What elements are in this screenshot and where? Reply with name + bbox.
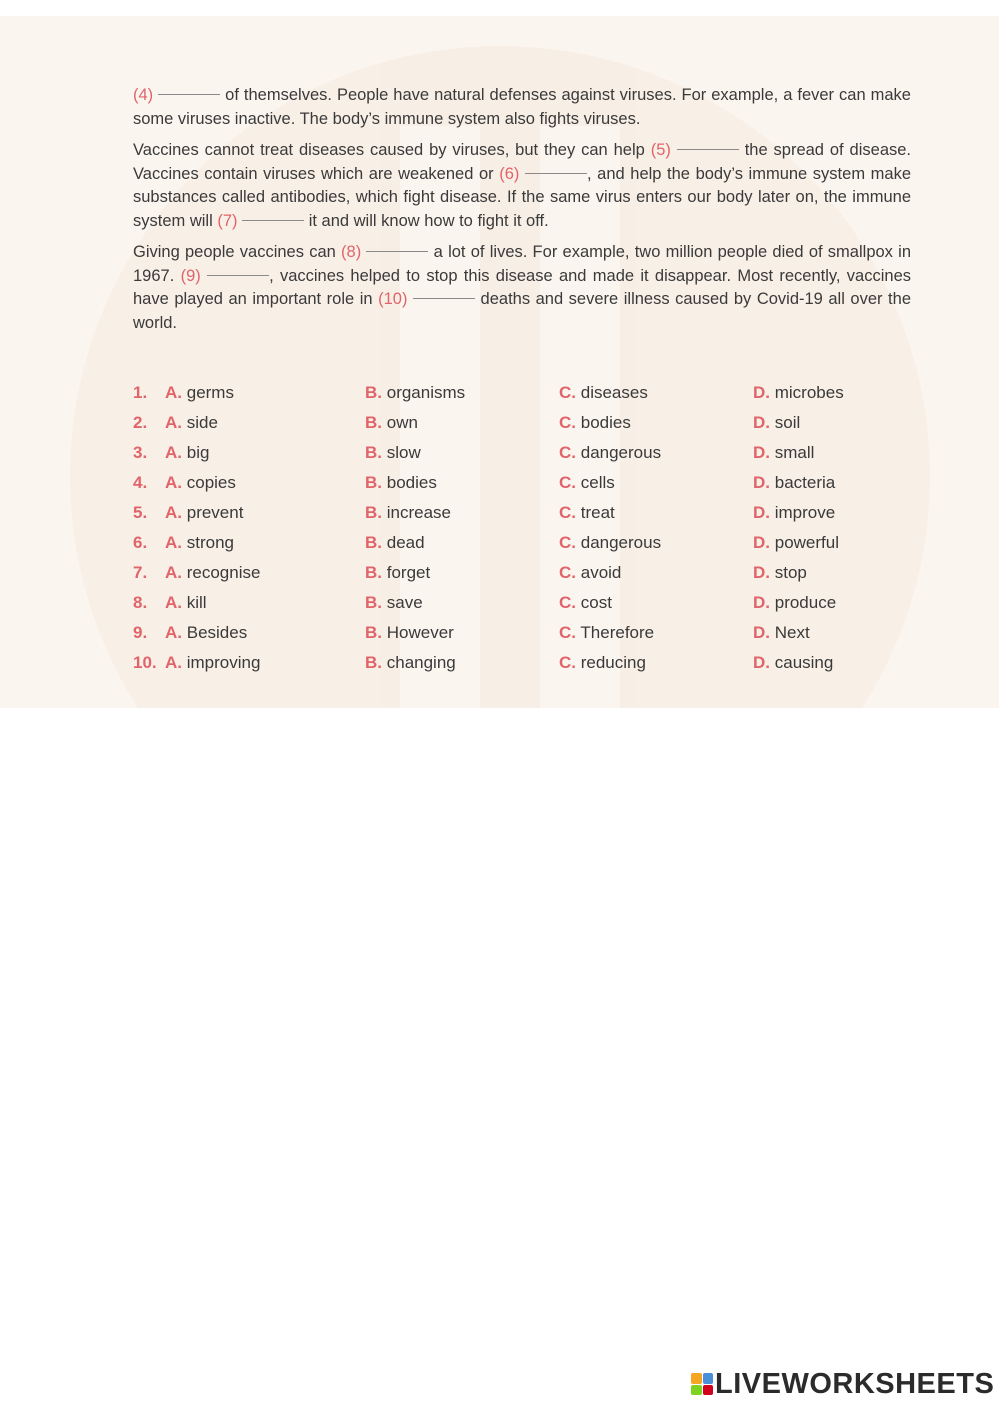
passage-paragraph-3 [133, 241, 911, 335]
option-letter: A. [165, 563, 182, 582]
option-word: cost [580, 593, 612, 612]
option-c[interactable] [559, 653, 646, 673]
option-letter: D. [753, 383, 770, 402]
option-word: save [386, 593, 423, 612]
option-letter: A. [165, 503, 182, 522]
passage-text [201, 267, 207, 285]
question-number: 10. [133, 653, 157, 672]
option-b[interactable] [365, 383, 465, 403]
passage-paragraph-2 [133, 139, 911, 233]
question-number: 2. [133, 413, 148, 432]
option-letter: D. [753, 593, 770, 612]
question-number: 9. [133, 623, 148, 642]
option-letter: B. [365, 413, 382, 432]
question-number: 5. [133, 503, 148, 522]
option-word: increase [386, 503, 451, 522]
option-letter: A. [165, 473, 182, 492]
option-word: kill [186, 593, 207, 612]
option-word: forget [386, 563, 431, 582]
option-b[interactable] [365, 473, 437, 493]
passage-text [361, 243, 366, 261]
option-a[interactable] [165, 413, 218, 433]
passage-text: it and will know how to fight it off. [304, 211, 549, 230]
option-a[interactable] [165, 473, 236, 493]
logo-tile [703, 1385, 714, 1396]
gap-number: (5) [650, 141, 671, 159]
question-row [133, 623, 893, 653]
question-number: 4. [133, 473, 148, 492]
passage-text: of themselves. People have natural defenses against viruses. For example, a fever can make some viruses inactive. The body’s immune system also fights viruses. [133, 86, 911, 128]
answer-blank[interactable] [413, 298, 475, 299]
question-number: 6. [133, 533, 148, 552]
option-word: prevent [186, 503, 244, 522]
passage-text: the spread of disease. Vaccines contain viruses which are weakened or [133, 141, 912, 183]
option-b[interactable] [365, 443, 421, 463]
passage-text: a lot of lives. For example, two million people died of smallpox in 1967. [133, 243, 911, 285]
option-b[interactable] [365, 413, 418, 433]
option-word: dangerous [580, 533, 662, 552]
option-letter: C. [559, 563, 576, 582]
option-a[interactable] [165, 503, 243, 523]
option-word: changing [386, 653, 456, 672]
option-word: microbes [774, 383, 844, 402]
option-a[interactable] [165, 563, 260, 583]
option-letter: A. [165, 383, 182, 402]
option-b[interactable] [365, 533, 425, 553]
passage-text [671, 141, 677, 159]
option-b[interactable] [365, 653, 456, 673]
option-letter: D. [753, 503, 770, 522]
logo-tile [691, 1373, 702, 1384]
option-letter: D. [753, 653, 770, 672]
option-c[interactable] [559, 563, 621, 583]
passage-text: , and help the body’s immune system make substances called antibodies, which fight disease. If the same virus enters our body later on, the immune system will [133, 164, 911, 230]
option-letter: A. [165, 533, 182, 552]
question-row [133, 563, 893, 593]
option-word: stop [774, 563, 807, 582]
answer-blank[interactable] [366, 251, 428, 252]
liveworksheets-logo [691, 1369, 994, 1399]
option-a[interactable] [165, 623, 247, 643]
option-letter: D. [753, 413, 770, 432]
option-word: improve [774, 503, 836, 522]
question-row [133, 413, 893, 443]
option-word: own [386, 413, 418, 432]
passage-text: Vaccines cannot treat diseases caused by viruses, but they can help [133, 141, 651, 159]
logo-text: LIVEWORKSHEETS [715, 1367, 995, 1400]
gap-number: (6) [499, 164, 520, 183]
option-word: organisms [386, 383, 466, 402]
passage-text [519, 165, 525, 183]
question-row [133, 443, 893, 473]
option-letter: A. [165, 653, 182, 672]
logo-tile [691, 1385, 702, 1396]
option-letter: D. [753, 563, 770, 582]
gap-number: (7) [217, 211, 238, 230]
option-letter: B. [365, 533, 382, 552]
question-row [133, 533, 893, 563]
passage-text: Giving people vaccines can [133, 243, 342, 261]
option-c[interactable] [559, 443, 661, 463]
question-number: 1. [133, 383, 148, 402]
option-word: recognise [186, 563, 261, 582]
question-row [133, 383, 893, 413]
option-b[interactable] [365, 563, 430, 583]
option-word: However [386, 623, 454, 642]
option-word: produce [774, 593, 837, 612]
option-letter: C. [559, 503, 576, 522]
passage-text [153, 86, 158, 104]
logo-tile [703, 1373, 714, 1384]
option-a[interactable] [165, 533, 234, 553]
option-a[interactable] [165, 653, 260, 673]
option-a[interactable] [165, 383, 234, 403]
option-word: germs [186, 383, 234, 402]
answer-blank[interactable] [525, 173, 587, 174]
option-letter: C. [559, 593, 576, 612]
answer-blank[interactable] [158, 94, 220, 95]
option-letter: C. [559, 533, 576, 552]
liveworksheets-logo-icon [691, 1373, 713, 1395]
option-d[interactable] [753, 653, 833, 673]
option-c[interactable] [559, 473, 615, 493]
passage-text: deaths and severe illness caused by Covid-19 all over the world. [133, 290, 911, 332]
option-word: copies [186, 473, 236, 492]
option-a[interactable] [165, 443, 209, 463]
question-row [133, 503, 893, 533]
option-b[interactable] [365, 503, 451, 523]
gap-number: (4) [133, 86, 154, 104]
passage-text [238, 212, 243, 230]
option-letter: B. [365, 653, 382, 672]
option-word: small [774, 443, 815, 462]
option-c[interactable] [559, 383, 648, 403]
option-d[interactable] [753, 443, 814, 463]
option-d[interactable] [753, 473, 835, 493]
passage-paragraph-1 [133, 84, 911, 131]
option-letter: C. [559, 413, 576, 432]
option-letter: C. [559, 623, 576, 642]
option-letter: C. [559, 653, 576, 672]
answer-options-list [133, 383, 893, 683]
option-letter: A. [165, 593, 182, 612]
option-word: Therefore [580, 623, 655, 642]
option-letter: B. [365, 503, 382, 522]
option-word: bodies [386, 473, 437, 492]
option-word: reducing [580, 653, 646, 672]
option-d[interactable] [753, 563, 807, 583]
option-b[interactable] [365, 623, 454, 643]
reading-passage [133, 84, 911, 343]
option-d[interactable] [753, 593, 836, 613]
question-row [133, 653, 893, 683]
option-letter: B. [365, 443, 382, 462]
option-letter: A. [165, 443, 182, 462]
option-a[interactable] [165, 593, 207, 613]
passage-text [407, 290, 413, 308]
option-c[interactable] [559, 503, 615, 523]
option-word: bacteria [774, 473, 836, 492]
option-word: diseases [580, 383, 648, 402]
answer-blank[interactable] [677, 149, 739, 150]
option-word: strong [186, 533, 234, 552]
question-row [133, 593, 893, 623]
option-d[interactable] [753, 503, 835, 523]
option-word: dangerous [580, 443, 662, 462]
option-c[interactable] [559, 533, 661, 553]
option-letter: B. [365, 623, 382, 642]
answer-blank[interactable] [242, 220, 304, 221]
option-letter: D. [753, 623, 770, 642]
question-row [133, 473, 893, 503]
option-d[interactable] [753, 413, 800, 433]
gap-number: (10) [378, 290, 408, 308]
option-letter: A. [165, 623, 182, 642]
question-number: 7. [133, 563, 148, 582]
option-word: side [186, 413, 218, 432]
option-c[interactable] [559, 593, 612, 613]
option-letter: A. [165, 413, 182, 432]
option-word: bodies [580, 413, 631, 432]
option-word: powerful [774, 533, 839, 552]
gap-number: (9) [180, 266, 201, 285]
option-d[interactable] [753, 383, 844, 403]
option-word: dead [386, 533, 425, 552]
passage-text: , vaccines helped to stop this disease and made it disappear. Most recently, vaccines have played an important role in [133, 266, 911, 308]
option-letter: C. [559, 473, 576, 492]
option-word: improving [186, 653, 261, 672]
option-c[interactable] [559, 623, 654, 643]
option-word: Besides [186, 623, 248, 642]
option-letter: B. [365, 383, 382, 402]
option-letter: D. [753, 473, 770, 492]
option-b[interactable] [365, 593, 423, 613]
option-word: slow [386, 443, 421, 462]
option-letter: B. [365, 593, 382, 612]
option-word: treat [580, 503, 615, 522]
option-d[interactable] [753, 533, 839, 553]
option-c[interactable] [559, 413, 631, 433]
option-word: causing [774, 653, 834, 672]
option-letter: D. [753, 443, 770, 462]
option-letter: C. [559, 383, 576, 402]
option-letter: D. [753, 533, 770, 552]
option-word: Next [774, 623, 810, 642]
option-d[interactable] [753, 623, 810, 643]
question-number: 8. [133, 593, 148, 612]
option-word: avoid [580, 563, 622, 582]
option-word: cells [580, 473, 615, 492]
option-letter: B. [365, 563, 382, 582]
answer-blank[interactable] [207, 275, 269, 276]
option-word: big [186, 443, 210, 462]
option-word: soil [774, 413, 801, 432]
gap-number: (8) [341, 243, 362, 261]
question-number: 3. [133, 443, 148, 462]
option-letter: C. [559, 443, 576, 462]
option-letter: B. [365, 473, 382, 492]
